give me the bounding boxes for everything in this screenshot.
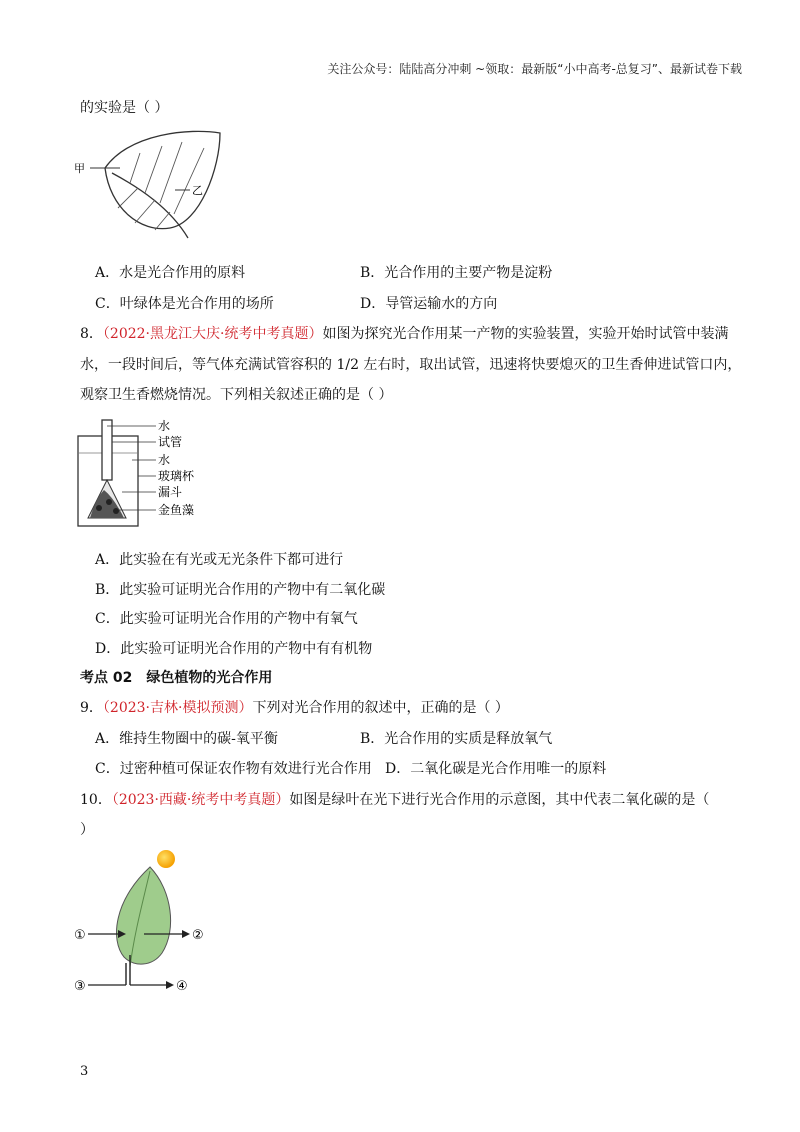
q8-source: （2022·黑龙江大庆·统考中考真题）	[102, 326, 323, 342]
q9-option-b[interactable]: B．光合作用的实质是释放氧气	[360, 731, 553, 747]
leaf-label-yi: 乙	[192, 184, 203, 197]
section-title: 绿色植物的光合作用	[146, 670, 273, 686]
apparatus-label-glass: 玻璃杯	[158, 469, 195, 483]
leaf-marker-1: ①	[74, 928, 86, 943]
q7-option-c[interactable]: C．叶绿体是光合作用的场所	[95, 296, 274, 312]
q9-option-a[interactable]: A．维持生物圈中的碳-氧平衡	[95, 731, 278, 747]
q8-option-d[interactable]: D．此实验可证明光合作用的产物中有有机物	[95, 641, 373, 657]
apparatus-label-water: 水	[158, 453, 171, 467]
leaf-marker-3: ③	[74, 979, 86, 994]
q10-stem-1: 如图是绿叶在光下进行光合作用的示意图，其中代表二氧化碳的是（	[289, 792, 710, 808]
q8-option-c[interactable]: C．此实验可证明光合作用的产物中有氧气	[95, 611, 358, 627]
q10-source: （2023·西藏·统考中考真题）	[111, 792, 290, 808]
q7-option-b[interactable]: B．光合作用的主要产物是淀粉	[360, 265, 553, 281]
q9-stem-text: 下列对光合作用的叙述中，正确的是（ ）	[252, 700, 509, 716]
q9-source: （2023·吉林·模拟预测）	[102, 700, 253, 716]
sun-icon	[157, 850, 175, 868]
q10-stem-line1	[80, 789, 709, 811]
q9-stem	[80, 697, 509, 719]
page-number: 3	[80, 1064, 89, 1079]
apparatus-label-water-top: 水	[158, 419, 171, 433]
apparatus-figure	[74, 418, 244, 533]
q8-stem-line2: 水，一段时间后，等气体充满试管容积的 1/2 左右时，取出试管，迅速将快要熄灭的卫生香伸进试管口内，	[80, 357, 742, 373]
q8-stem-1: 如图为探究光合作用某一产物的实验装置，实验开始时试管中装满	[322, 326, 729, 342]
q10-stem-line2: ）	[80, 822, 94, 838]
q8-stem-line3: 观察卫生香燃烧情况。下列相关叙述正确的是（ ）	[80, 387, 393, 403]
q9-number: 9．	[80, 700, 103, 716]
q7-option-a[interactable]: A．水是光合作用的原料	[95, 265, 246, 281]
leaf-marker-2: ②	[192, 928, 204, 943]
apparatus-label-funnel: 漏斗	[158, 485, 183, 499]
leaf-veins-figure	[70, 128, 230, 243]
q7-option-d[interactable]: D．导管运输水的方向	[360, 296, 498, 312]
q10-number: 10．	[80, 792, 112, 808]
section-label: 考点 02	[80, 670, 133, 686]
section-heading	[80, 667, 286, 687]
q8-number: 8．	[80, 326, 103, 342]
q9-option-d[interactable]: D．二氧化碳是光合作用唯一的原料	[385, 761, 607, 777]
q8-option-a[interactable]: A．此实验在有光或无光条件下都可进行	[95, 552, 344, 568]
q7-stem-tail: 的实验是（ ）	[80, 100, 169, 116]
q8-option-b[interactable]: B．此实验可证明光合作用的产物中有二氧化碳	[95, 582, 386, 598]
q8-stem-line1	[80, 323, 728, 345]
q9-option-c[interactable]: C．过密种植可保证农作物有效进行光合作用	[95, 761, 372, 777]
apparatus-label-hornwort: 金鱼藻	[158, 503, 195, 517]
leaf-marker-4: ④	[176, 979, 188, 994]
page-header: 关注公众号：陆陆高分冲刺 ~领取：最新版“小中高考-总复习”、最新试卷下载	[327, 62, 742, 76]
photosynthesis-leaf-figure	[72, 845, 212, 995]
apparatus-label-test-tube: 试管	[158, 435, 183, 449]
leaf-label-jia: 甲	[74, 162, 85, 175]
